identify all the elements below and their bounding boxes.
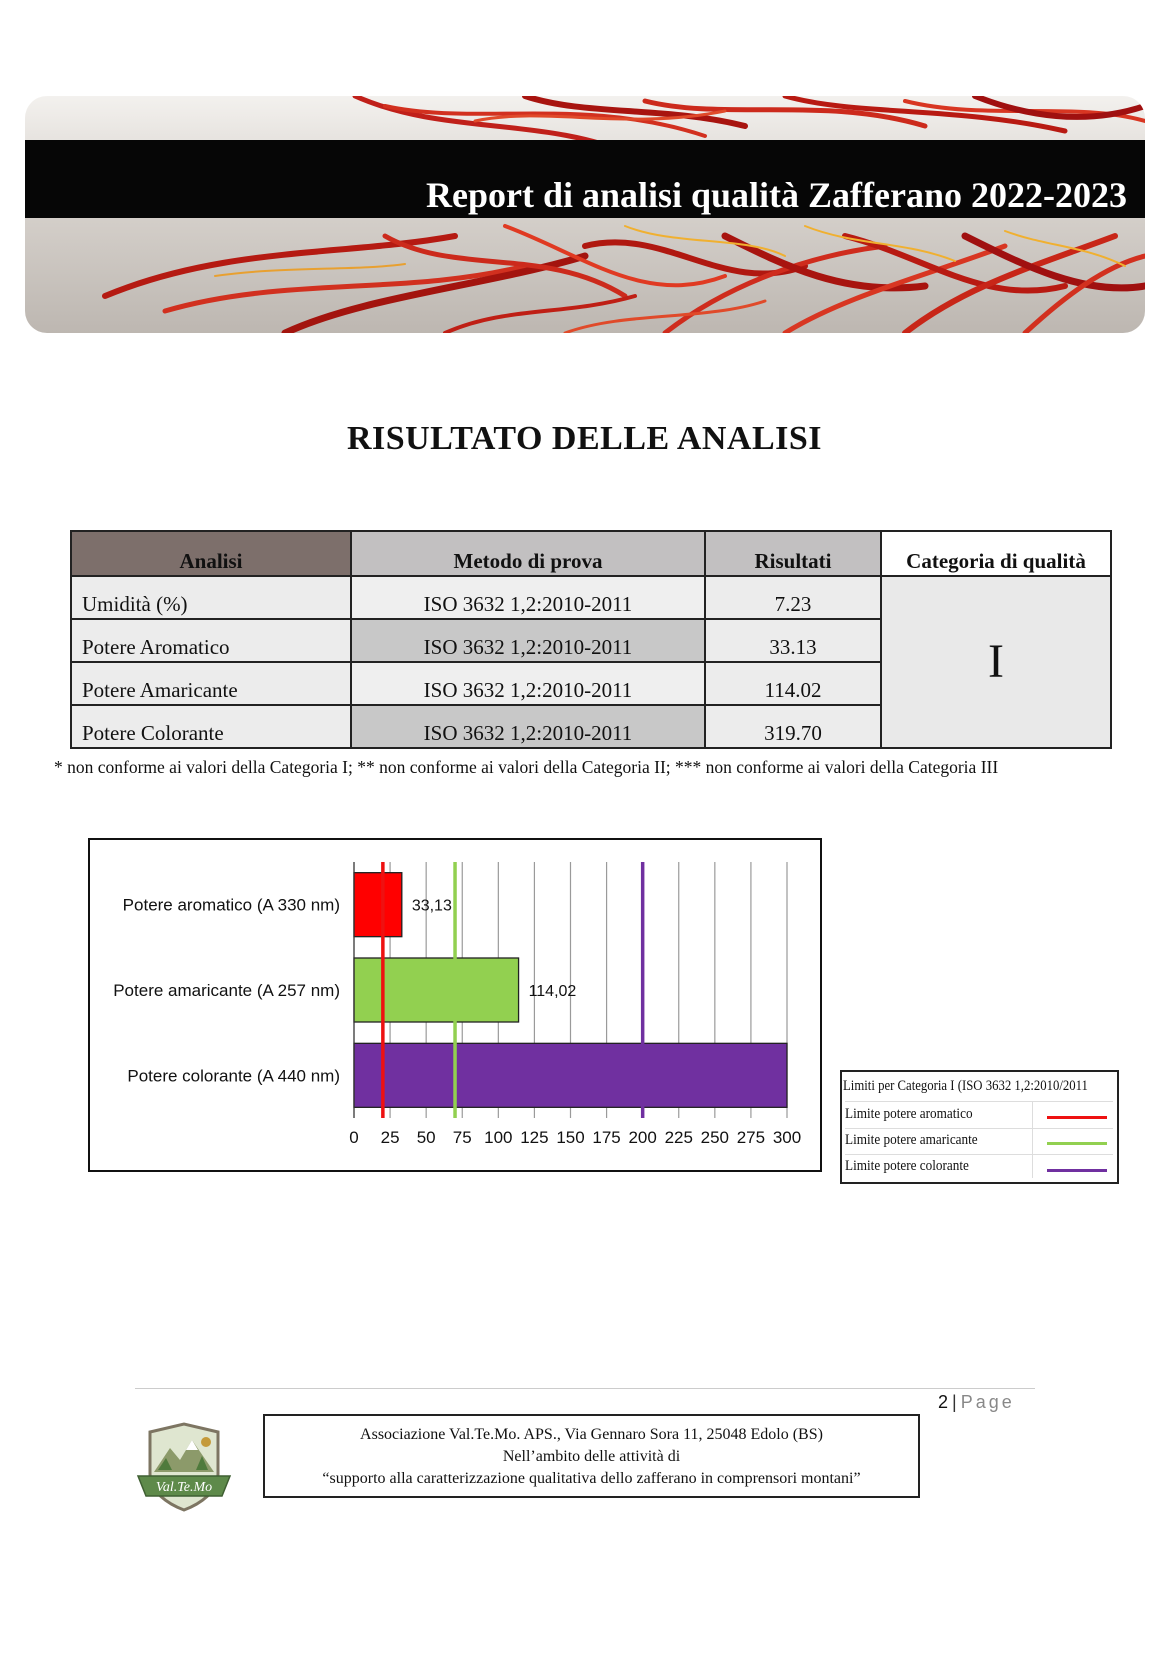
bar — [354, 873, 402, 937]
bar — [354, 958, 519, 1022]
page-number — [938, 1392, 1015, 1413]
x-tick-label: 200 — [628, 1128, 657, 1147]
bar-chart-svg — [90, 840, 820, 1170]
header-banner — [25, 96, 1145, 333]
x-tick-label: 150 — [556, 1128, 585, 1147]
footer-address-box — [263, 1414, 920, 1498]
page-number-value: 2 — [938, 1392, 949, 1412]
x-tick-label: 50 — [416, 1128, 436, 1147]
legend-divider — [845, 1128, 1113, 1129]
legend-item-amaricante: Limite potere amaricante — [845, 1132, 978, 1148]
cell-risultato: 319.70 — [705, 705, 881, 748]
cell-categoria: I — [881, 576, 1111, 748]
category-label: Potere aromatico (A 330 nm) — [122, 895, 340, 915]
valtemo-logo — [136, 1420, 232, 1512]
cell-analisi: Potere Amaricante — [71, 662, 351, 705]
cell-metodo: ISO 3632 1,2:2010-2011 — [351, 576, 705, 619]
x-tick-label: 125 — [520, 1128, 549, 1147]
footer-line-context: Nell’ambito delle attività di — [502, 1448, 681, 1465]
category-label: Potere amaricante (A 257 nm) — [113, 981, 340, 1000]
table-footnote: * non conforme ai valori della Categoria I; ** non conforme ai valori della Categoria II; *** non conforme ai valori della Categoria III — [54, 757, 999, 777]
cell-risultato: 33.13 — [705, 619, 881, 662]
section-heading: RISULTATO DELLE ANALISI — [346, 420, 823, 457]
table-header-row — [71, 531, 1111, 576]
column-header-analisi: Analisi — [71, 531, 351, 576]
legend-divider — [845, 1154, 1113, 1155]
legend-title: Limiti per Categoria I (ISO 3632 1,2:2010/2011 — [843, 1078, 1088, 1094]
cell-analisi: Potere Aromatico — [71, 619, 351, 662]
logo-text: Val.Te.Mo — [155, 1480, 213, 1495]
bar — [354, 1043, 787, 1107]
x-tick-label: 250 — [700, 1128, 730, 1147]
x-tick-label: 75 — [452, 1128, 472, 1147]
legend-divider — [1032, 1102, 1033, 1178]
x-tick-label: 100 — [484, 1128, 513, 1147]
data-label: 114,02 — [528, 983, 577, 1000]
cell-metodo: ISO 3632 1,2:2010-2011 — [351, 662, 705, 705]
legend-swatch-amaricante — [1047, 1142, 1107, 1145]
footer-line-project: “supporto alla caratterizzazione qualitativa dello zafferano in comprensori montani” — [322, 1470, 861, 1487]
legend-item-aromatico: Limite potere aromatico — [845, 1106, 973, 1122]
page-number-separator: | — [952, 1392, 957, 1412]
legend-divider — [845, 1101, 1113, 1102]
bar-chart — [88, 838, 822, 1172]
legend-swatch-colorante — [1047, 1169, 1107, 1172]
chart-legend — [840, 1070, 1119, 1184]
cell-risultato: 7.23 — [705, 576, 881, 619]
column-header-risultati: Risultati — [705, 531, 881, 576]
column-header-categoria: Categoria di qualità — [881, 531, 1111, 576]
column-header-metodo: Metodo di prova — [351, 531, 705, 576]
cell-analisi: Umidità (%) — [71, 576, 351, 619]
footer-divider — [135, 1388, 1035, 1389]
results-table — [70, 530, 1112, 749]
legend-item-colorante: Limite potere colorante — [845, 1158, 969, 1174]
x-tick-label: 25 — [380, 1128, 400, 1147]
x-tick-label: 300 — [772, 1128, 802, 1147]
table-row — [71, 576, 1111, 619]
category-label: Potere colorante (A 440 nm) — [127, 1066, 340, 1086]
report-title: Report di analisi qualità Zafferano 2022-2023 — [425, 175, 1127, 215]
footer-line-association: Associazione Val.Te.Mo. APS., Via Gennaro Sora 11, 25048 Edolo (BS) — [360, 1426, 823, 1443]
x-tick-label: 275 — [736, 1128, 766, 1147]
cell-risultato: 114.02 — [705, 662, 881, 705]
legend-swatch-aromatico — [1047, 1116, 1107, 1119]
page-word: Page — [960, 1392, 1015, 1412]
cell-metodo: ISO 3632 1,2:2010-2011 — [351, 705, 705, 748]
data-label: 33,13 — [411, 897, 452, 915]
x-tick-label: 225 — [664, 1128, 693, 1147]
x-tick-label: 0 — [349, 1128, 359, 1147]
cell-metodo: ISO 3632 1,2:2010-2011 — [351, 619, 705, 662]
x-tick-label: 175 — [592, 1128, 621, 1147]
cell-analisi: Potere Colorante — [71, 705, 351, 748]
